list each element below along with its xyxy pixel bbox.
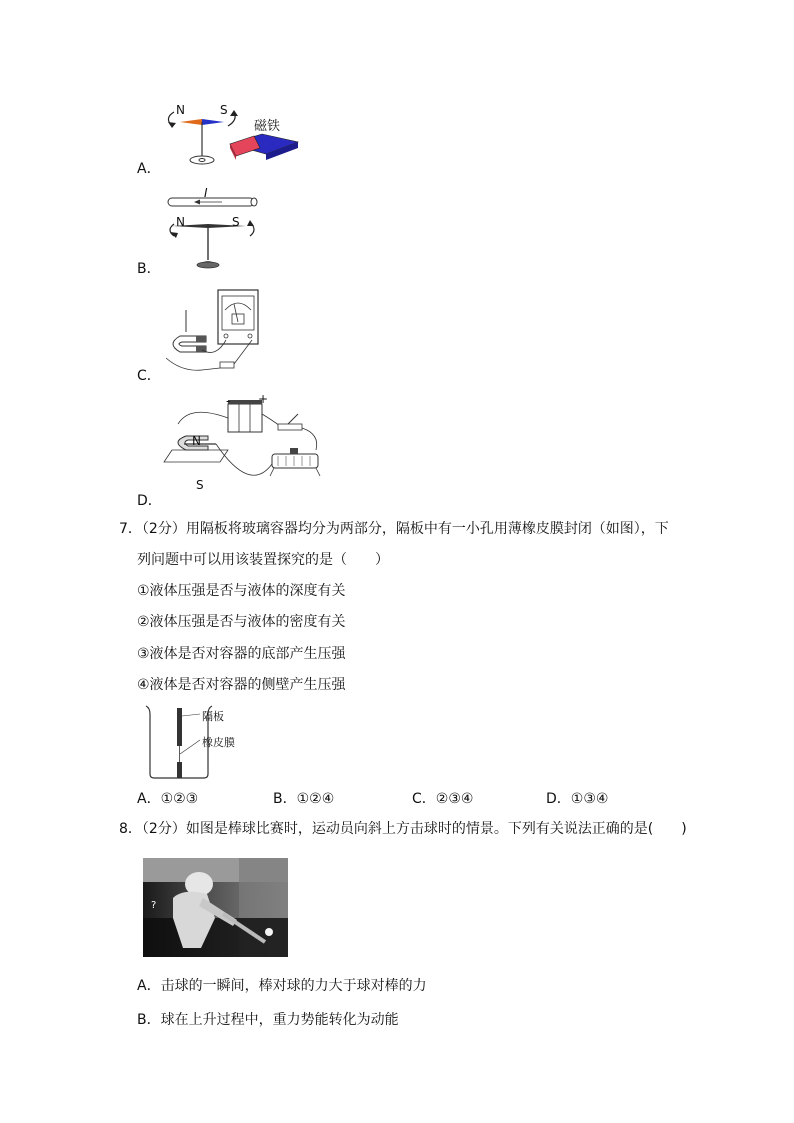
option-b-label: B． [137, 261, 161, 277]
q7-choice-a[interactable]: A．①②③ [137, 791, 199, 807]
q7-choice-c[interactable]: C．②③④ [412, 791, 474, 807]
option-d-figure [160, 394, 332, 496]
needle-s-label: S [232, 215, 240, 229]
option-c-label: C． [137, 368, 161, 384]
baseball-batter-image [143, 858, 288, 957]
q7-choice-d[interactable]: D．①③④ [546, 791, 609, 807]
needle-n-label: N [176, 215, 185, 229]
option-c-figure [162, 288, 262, 380]
membrane-label: 橡皮膜 [202, 736, 235, 749]
rheostat [272, 454, 318, 468]
q8-stem: 8．（2分）如图是棒球比赛时，运动员向斜上方击球时的情景。下列有关说法正确的是( ) [119, 821, 687, 837]
switch [278, 424, 302, 430]
q8-choice-b[interactable]: B．球在上升过程中，重力势能转化为动能 [137, 1012, 399, 1028]
motor-experiment-diagram [160, 394, 332, 496]
battery-plus-label: + [258, 392, 269, 406]
option-a-figure [150, 98, 310, 170]
q7-stem-line1: 7．（2分）用隔板将玻璃容器均分为两部分，隔板中有一小孔用薄橡皮膜封闭（如图），下 [119, 521, 669, 537]
current-label: I [204, 186, 208, 200]
ball [265, 928, 273, 936]
option-a-label: A． [137, 161, 161, 177]
option-d-label: D． [137, 493, 162, 509]
needle-s-label: S [220, 103, 228, 117]
needle-n-label: N [176, 103, 185, 117]
q7-item-1: ①液体压强是否与液体的深度有关 [137, 583, 346, 599]
magnet-label: 磁铁 [254, 119, 281, 134]
q8-choice-a[interactable]: A．击球的一瞬间，棒对球的力大于球对棒的力 [137, 978, 427, 994]
partition-label: 隔板 [202, 710, 224, 723]
partition [177, 708, 182, 746]
svg-text:?: ? [151, 900, 157, 911]
battery-minus-label: - [226, 394, 231, 408]
baseball-photo [143, 858, 288, 957]
battery [228, 404, 262, 432]
q7-choice-b[interactable]: B．①②④ [273, 791, 335, 807]
needle-south-half [202, 119, 224, 125]
compass-magnet-diagram [150, 98, 310, 170]
magnet-n-label: N [192, 434, 201, 448]
base-board [164, 450, 228, 462]
switch [220, 362, 234, 368]
q7-item-3: ③液体是否对容器的底部产生压强 [137, 646, 346, 662]
q7-stem-line2: 列问题中可以用该装置探究的是（ ） [137, 552, 389, 568]
needle-north-half [180, 119, 202, 125]
magnet-s-label: S [196, 478, 204, 492]
q7-item-4: ④液体是否对容器的侧壁产生压强 [137, 677, 346, 693]
galvanometer-diagram [162, 288, 262, 380]
q7-item-2: ②液体压强是否与液体的密度有关 [137, 614, 346, 630]
